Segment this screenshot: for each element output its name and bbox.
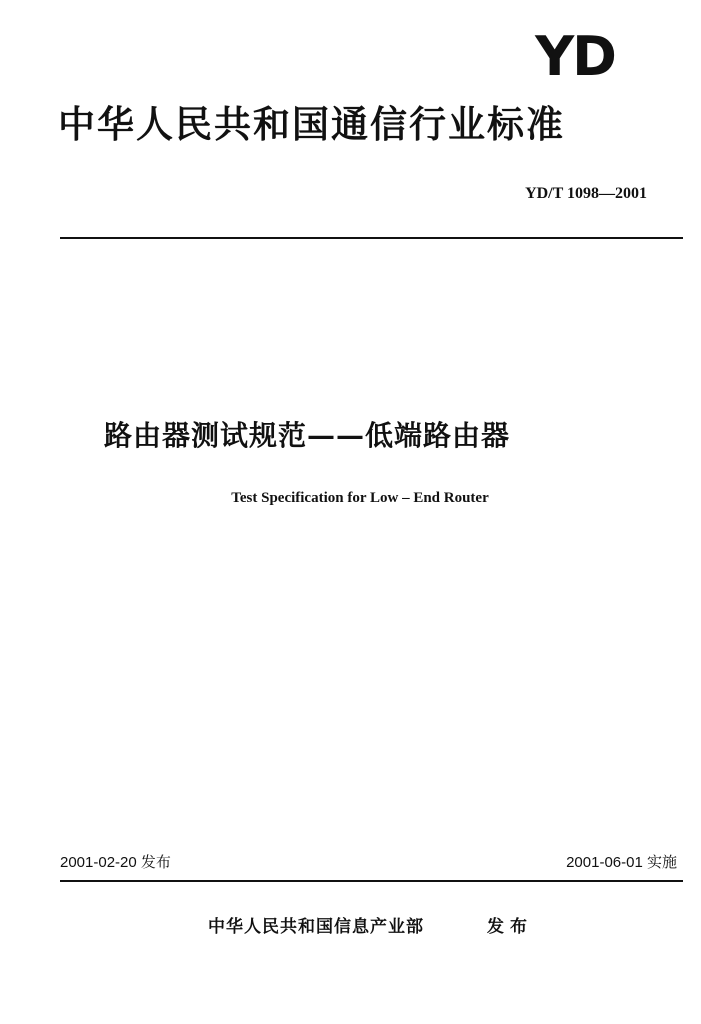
standard-number: YD/T 1098—2001	[525, 185, 647, 202]
yd-logo: YD	[535, 25, 615, 88]
standard-category-title: 中华人民共和国通信行业标准	[58, 102, 565, 146]
document-title-english: Test Specification for Low – End Router	[231, 490, 489, 506]
header-divider	[60, 237, 683, 239]
issue-date: 2001-02-20 发布	[60, 854, 171, 871]
footer-divider	[60, 880, 683, 882]
publisher-name: 中华人民共和国信息产业部	[208, 917, 424, 937]
implementation-date: 2001-06-01 实施	[566, 854, 677, 871]
document-title-chinese: 路由器测试规范——低端路由器	[104, 419, 511, 452]
publish-action: 发布	[487, 917, 533, 937]
